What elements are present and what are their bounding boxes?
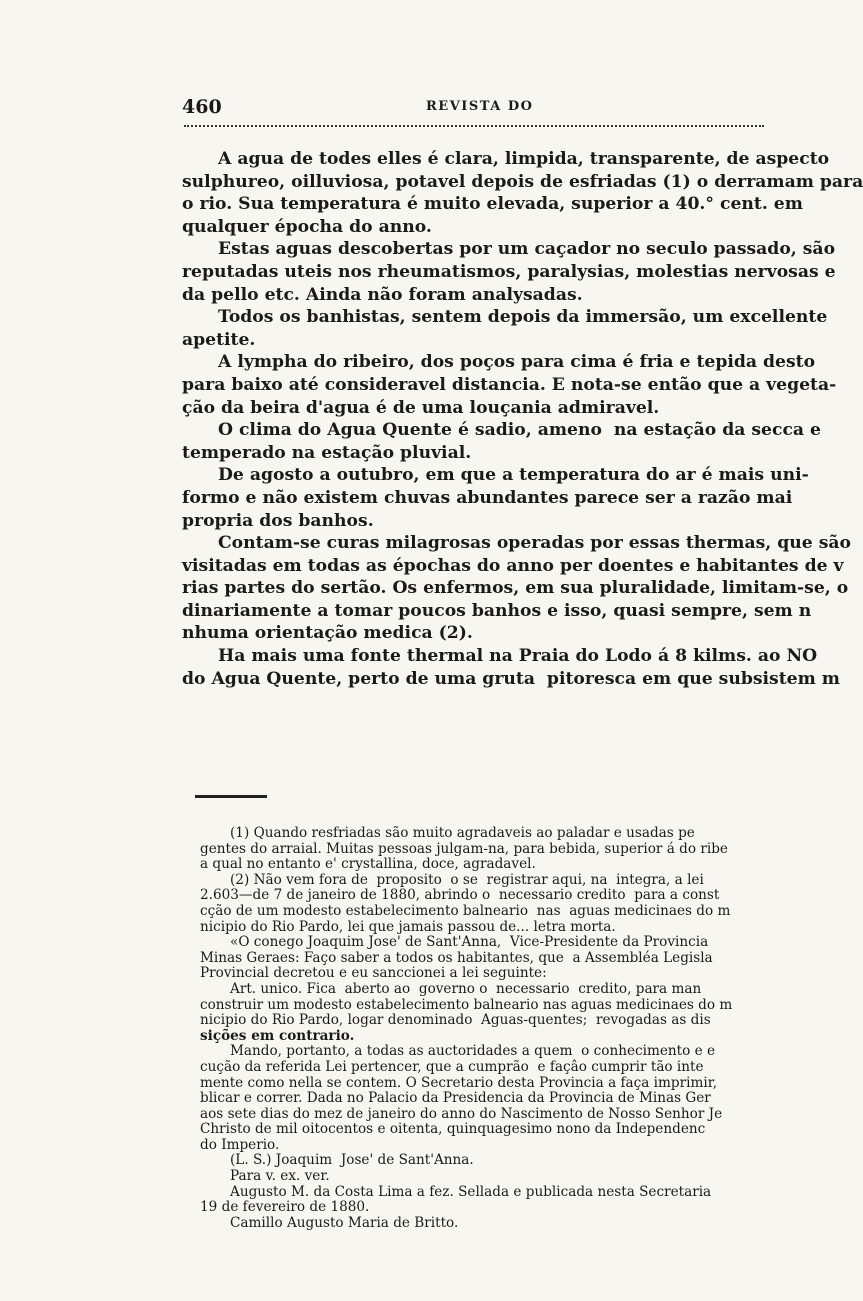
footnote-line: Para v. ex. ver. <box>230 1168 330 1185</box>
paragraph: Contam-se curas milagrosas operadas por essas thermas, que são visitadas em todas as épochas do anno per doentes e habitantes de v rias partes do sertão. Os enfermos, em sua pluralidade, limitam-se, o dinariamente a tomar poucos banhos e isso, quasi sempre, sem n nhuma orientação medica (2). <box>182 533 851 644</box>
footnote-line: blicar e correr. Dada no Palacio da Presidencia da Provincia de Minas Ger <box>200 1090 711 1107</box>
footnote-line: Minas Geraes: Faço saber a todos os habitantes, que a Assembléa Legisla <box>200 949 713 966</box>
footnote-line: gentes do arraial. Muitas pessoas julgam-na, para bebida, superior á do ribe <box>200 840 728 857</box>
footnote-line: 19 de fevereiro de 1880. <box>200 1199 370 1216</box>
footnote-line: cção de um modesto estabelecimento balneario nas aguas medicinaes do m <box>200 902 731 919</box>
paragraph: De agosto a outubro, em que a temperatura do ar é mais uni- formo e não existem chuvas abundantes parece ser a razão mai propria dos banhos. <box>182 465 809 531</box>
footnote-rule <box>195 795 267 798</box>
footnote-line: (L. S.) Joaquim Jose' de Sant'Anna. <box>230 1152 474 1169</box>
footnote-line: (2) Não vem fora de proposito o se registrar aqui, na integra, a lei <box>230 871 704 888</box>
footnote-line: Mando, portanto, a todas as auctoridades a quem o conhecimento e e <box>230 1043 716 1060</box>
body-text <box>182 148 863 690</box>
running-head: REVISTA DO <box>426 99 534 114</box>
footnotes <box>200 826 770 1231</box>
paragraph: Ha mais uma fonte thermal na Praia do Lodo á 8 kilms. ao NO do Agua Quente, perto de uma gruta pitoresca em que subsistem m <box>182 646 840 689</box>
footnote-line: sições em contrario. <box>200 1027 355 1044</box>
footnote-line: Camillo Augusto Maria de Britto. <box>230 1214 459 1231</box>
footnote-line: construir um modesto estabelecimento balneario nas aguas medicinaes do m <box>200 996 733 1013</box>
paragraph: A agua de todes elles é clara, limpida, transparente, de aspecto sulphureo, oilluviosa, potavel depois de esfriadas (1) o derramam para o rio. Sua temperatura é muito elevada, superior a 40.° cent. em qualquer épocha do anno. <box>182 149 863 237</box>
header-rule <box>184 125 764 127</box>
footnote-line: Provincial decretou e eu sanccionei a lei seguinte: <box>200 965 547 982</box>
footnote-line: «O conego Joaquim Jose' de Sant'Anna, Vice-Presidente da Provincia <box>230 934 709 951</box>
paragraph: Estas aguas descobertas por um caçador no seculo passado, são reputadas uteis nos rheumatismos, paralysias, molestias nervosas e da pello etc. Ainda não foram analysadas. <box>182 239 836 305</box>
paragraph: Todos os banhistas, sentem depois da immersão, um excellente apetite. <box>182 307 828 350</box>
footnote-line: a qual no entanto e' crystallina, doce, agradavel. <box>200 856 536 873</box>
footnote-line: Augusto M. da Costa Lima a fez. Sellada e publicada nesta Secretaria <box>230 1183 712 1200</box>
footnote-line: (1) Quando resfriadas são muito agradaveis ao paladar e usadas pe <box>230 825 695 841</box>
footnote-line: 2.603—de 7 de janeiro de 1880, abrindo o necessario credito para a const <box>200 887 720 904</box>
paragraph: A lympha do ribeiro, dos poços para cima é fria e tepida desto para baixo até consideravel distancia. E nota-se então que a vegeta- ção da beira d'agua é de uma louçania admiravel. <box>182 352 837 418</box>
paragraph: O clima do Agua Quente é sadio, ameno na estação da secca e temperado na estação pluvial. <box>182 420 821 463</box>
page-header <box>182 96 764 116</box>
page-number: 460 <box>182 96 222 118</box>
footnote-line: mente como nella se contem. O Secretario desta Provincia a faça imprimir, <box>200 1074 718 1091</box>
footnote-line: aos sete dias do mez de janeiro do anno do Nascimento de Nosso Senhor Je <box>200 1105 723 1122</box>
footnote-line: Christo de mil oitocentos e oitenta, quinquagesimo nono da Independenc <box>200 1121 706 1138</box>
footnote-line: nicipio do Rio Pardo, logar denominado Aguas-quentes; revogadas as dis <box>200 1012 711 1029</box>
footnote-line: do Imperio. <box>200 1136 280 1153</box>
footnote-line: cução da referida Lei pertencer, que a cumprão e façâo cumprir tão inte <box>200 1058 704 1075</box>
footnote-line: nicipio do Rio Pardo, lei que jamais passou de... letra morta. <box>200 918 616 935</box>
footnote-line: Art. unico. Fica aberto ao governo o necessario credito, para man <box>230 980 702 997</box>
